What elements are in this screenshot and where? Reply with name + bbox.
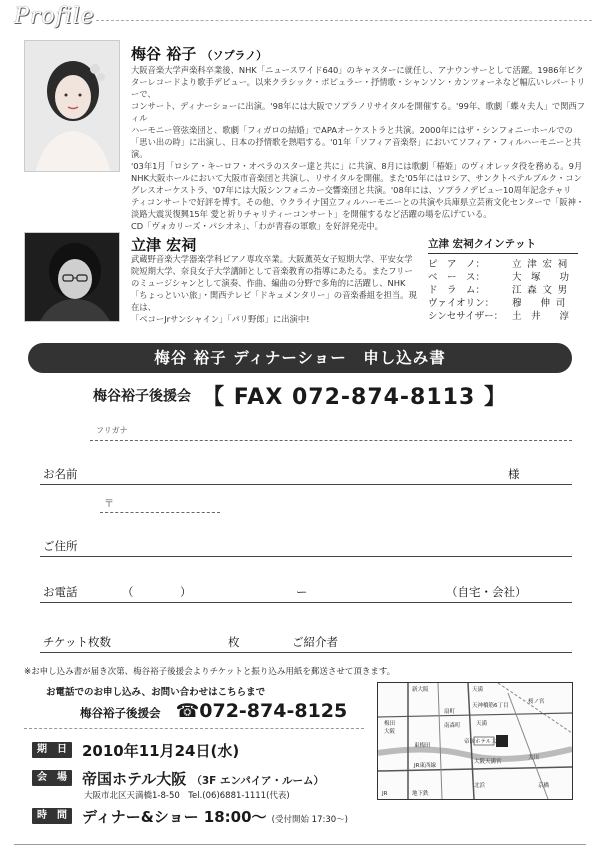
phone-dash: ー bbox=[296, 585, 308, 599]
referrer-label[interactable]: ご紹介者 bbox=[292, 635, 338, 649]
profile-title: Profile bbox=[14, 4, 95, 29]
contact-caption: お電話でのお申し込み、お問い合わせはこちらまで bbox=[46, 687, 266, 698]
pianist-bio: 武蔵野音楽大学器楽学科ピアノ専攻卒業。大阪薫英女子短期大学、平安女学 院短期大学、奈良女子大学講師として音楽教育の指導にあたる。またフリー のミュージシャンとして演奏、作曲、編曲の分野で多角的に活躍し、NHK 「ちょっといい旅」・関西テレビ「ドキュメンタリー」の音楽番組を担当。現在は、 「ベコーJrサンシャイン」「パリ野郎」に出演中! bbox=[131, 254, 417, 324]
footer-divider bbox=[14, 844, 586, 845]
contact-divider bbox=[24, 728, 364, 729]
time-tag: 時 間 bbox=[32, 808, 72, 824]
singer-bio: 大阪音楽大学声楽科卒業後、NHK「ニュースワイド640」のキャスターに就任し、アナウンサーとして活躍。1986年ビク ターレコードより歌手デビュー。以来クラシック・ポピュラー・抒情歌・シャンソン・カンツォーネなど幅広いレパートリーで、 コンサート、ディナーショーに出演。'98年には大阪でソプラノリサイタルを開催する。'99年、歌劇「蝶々夫人」で関西フィル ハーモニー管弦楽団と、歌劇「フィガロの結婚」でAPAオーケストラと共演。2000年にはザ・シンフォニーホールでの 「思い出の時」に出演し、日本の抒情歌を熱唱する。'01年「ソフィア音楽祭」においてソフィア・フィルハーモニーと共演。 '03年1月「ロシア・キーロフ・オペラのスター達と共に」に共演、8月には歌劇「椿姫」のヴィオレッタ役を務める。9月 NHK大阪ホールにおいて大阪市音楽団と共演し、リサイタルを開催。また'05年にはロシア、サンクトペテルブルク・コン グレスオーケストラ、'07年には大阪シンフォニカー交響楽団と共演。'08年には、ソプラノデビュー10周年記念チャリ ティコンサートで好評を博す。その他、ウクライナ国立フィルハーモニーとの共演や兵庫県立芸術文化センターで「阪神・ 淡路大震災復興15年 愛と祈りチャリティーコンサート」を開催するなど活躍の場を広げている。 CD「ヴォカリーズ・パシオネ」、「わが青春の軍歌」を好評発売中。 bbox=[131, 65, 586, 231]
honorific-label: 様 bbox=[508, 467, 520, 481]
application-banner: 梅谷 裕子 ディナーショー 申し込み書 bbox=[28, 343, 572, 373]
header-divider bbox=[96, 20, 592, 21]
event-time: ディナー&ショー 18:00〜 bbox=[82, 808, 267, 826]
map-label: 桜ノ宮 bbox=[528, 699, 545, 705]
quintet-member: シンセサイザー： 土 井 淳 bbox=[428, 311, 570, 322]
quintet-member: ベ ー ス： 大 塚 功 bbox=[428, 272, 570, 283]
time-line bbox=[82, 806, 348, 827]
venue-address: 大阪市北区天満橋1-8-50 Tel.(06)6881-1111(代表) bbox=[84, 791, 290, 801]
map-label: 東梅田 bbox=[414, 743, 431, 749]
event-date: 2010年11月24日(水) bbox=[82, 742, 240, 760]
tickets-unit: 枚 bbox=[228, 635, 240, 649]
name-field[interactable] bbox=[40, 484, 572, 485]
venue-tag: 会 場 bbox=[32, 770, 72, 786]
map-label: 北浜 bbox=[474, 783, 486, 789]
map-label: 天満 bbox=[476, 721, 488, 727]
map-label: 扇町 bbox=[444, 709, 456, 715]
map-label: 大阪天満宮 bbox=[474, 759, 502, 765]
map-label: 天満 bbox=[472, 687, 484, 693]
map-label: 地下鉄 bbox=[412, 791, 429, 797]
phone-paren-open: （ bbox=[122, 585, 134, 599]
map-label: 新大阪 bbox=[412, 687, 429, 693]
postal-code-field[interactable] bbox=[100, 512, 220, 513]
contact-org: 梅谷裕子後援会 bbox=[80, 706, 161, 720]
tickets-label[interactable]: チケット枚数 bbox=[43, 635, 111, 649]
map-label: 南森町 bbox=[444, 723, 461, 729]
map-label: JR東西線 bbox=[414, 763, 436, 769]
map-label: 大阪 bbox=[384, 729, 396, 735]
quintet-title: 立津 宏祠クインテット bbox=[428, 236, 578, 254]
quintet-member: ド ラ ム： 江 森 文 男 bbox=[428, 285, 568, 296]
map-label: 梅田 bbox=[384, 721, 396, 727]
tickets-field[interactable] bbox=[40, 652, 572, 653]
mail-note: ※お申し込み書が届き次第、梅谷裕子後援会よりチケットと振り込み用紙を郵送させて頂きます。 bbox=[24, 667, 396, 677]
quintet-member: ピ ア ノ： 立 津 宏 祠 bbox=[428, 259, 568, 270]
phone-type: （自宅・会社） bbox=[446, 585, 527, 599]
map-label: JR bbox=[382, 791, 388, 797]
fax-number: 【 FAX 072-874-8113 】 bbox=[202, 385, 507, 410]
singer-photo bbox=[24, 40, 120, 172]
map-label: 大川 bbox=[528, 755, 540, 761]
name-label[interactable]: お名前 bbox=[43, 467, 78, 481]
date-tag: 期 日 bbox=[32, 742, 72, 758]
map-label: 帝国ホテル大阪 bbox=[464, 739, 503, 745]
venue-room: （3F エンパイア・ルーム） bbox=[191, 775, 324, 787]
phone-field[interactable] bbox=[40, 602, 572, 603]
quintet-members bbox=[428, 258, 588, 323]
pianist-photo bbox=[24, 232, 120, 322]
postal-mark: 〒 bbox=[104, 499, 114, 510]
furigana-label: フリガナ bbox=[96, 426, 128, 435]
furigana-line bbox=[90, 440, 572, 441]
quintet-member: ヴァイオリン： 穆 伸 司 bbox=[428, 298, 566, 309]
venue-line bbox=[82, 768, 324, 789]
address-field[interactable] bbox=[40, 556, 572, 557]
contact-tel: ☎072-874-8125 bbox=[175, 700, 348, 722]
reception-time: (受付開始 17:30〜) bbox=[271, 815, 348, 825]
phone-label[interactable]: お電話 bbox=[43, 585, 78, 599]
venue-name: 帝国ホテル大阪 bbox=[82, 770, 187, 788]
singer-name: 梅谷 裕子 （ソプラノ） bbox=[131, 45, 268, 63]
map-label: 天神橋筋6丁目 bbox=[472, 703, 509, 709]
phone-paren-close: ） bbox=[180, 585, 192, 599]
quintet-box bbox=[428, 236, 588, 323]
pianist-name: 立津 宏祠 bbox=[131, 236, 197, 254]
map-label: 京橋 bbox=[538, 783, 550, 789]
singer-role: （ソプラノ） bbox=[201, 49, 268, 62]
venue-map bbox=[377, 682, 573, 800]
support-org: 梅谷裕子後援会 bbox=[93, 388, 192, 405]
fax-line bbox=[0, 380, 600, 411]
contact-line bbox=[80, 700, 347, 722]
address-label[interactable]: ご住所 bbox=[43, 539, 78, 553]
